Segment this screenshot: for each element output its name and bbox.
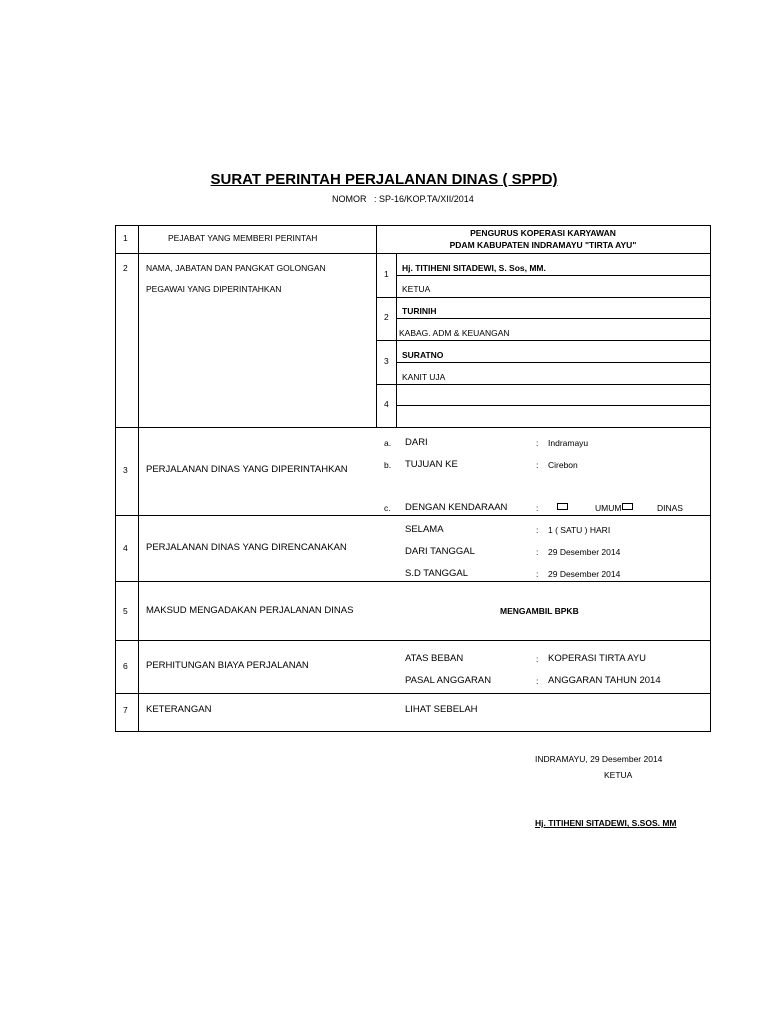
nomor-value: : SP-16/KOP.TA/XII/2014: [374, 194, 474, 204]
dari-tanggal-colon: :: [536, 547, 539, 557]
row-3b-value: Cirebon: [548, 460, 578, 470]
row-5-value: MENGAMBIL BPKB: [500, 606, 579, 616]
document-title: SURAT PERINTAH PERJALANAN DINAS ( SPPD): [210, 171, 558, 188]
row-3-number: 3: [123, 465, 128, 475]
row-separator: [115, 640, 711, 641]
row-1-number: 1: [123, 233, 128, 243]
row-4-number: 4: [123, 543, 128, 553]
row-2-number: 2: [123, 263, 128, 273]
row-5-label: MAKSUD MENGADAKAN PERJALANAN DINAS: [146, 605, 354, 616]
atas-beban-colon: :: [536, 654, 539, 664]
row-6-label: PERHITUNGAN BIAYA PERJALANAN: [146, 660, 309, 671]
umum-label: UMUM: [595, 503, 622, 513]
umum-checkbox[interactable]: [557, 503, 568, 510]
dari-tanggal-label: DARI TANGGAL: [405, 546, 475, 557]
row-4-label: PERJALANAN DINAS YANG DIRENCANAKAN: [146, 542, 347, 553]
row-3a-letter: a.: [384, 438, 392, 448]
row-separator: [115, 253, 711, 254]
person-line: [396, 362, 711, 363]
row-7-label: KETERANGAN: [146, 704, 212, 715]
person-line: [396, 275, 711, 276]
row-3-label: PERJALANAN DINAS YANG DIPERINTAHKAN: [146, 464, 348, 475]
person-4-number: 4: [384, 399, 389, 409]
row-3a-label: DARI: [405, 437, 428, 448]
row-3c-colon: :: [536, 503, 539, 513]
row-2-label-line2: PEGAWAI YANG DIPERINTAHKAN: [146, 284, 282, 294]
row-2-label-line1: NAMA, JABATAN DAN PANGKAT GOLONGAN: [146, 263, 326, 273]
person-2-name: TURINIH: [402, 306, 437, 316]
row-3c-letter: c.: [384, 503, 391, 513]
pasal-anggaran-label: PASAL ANGGARAN: [405, 675, 492, 686]
row-1-value-line1: PENGURUS KOPERASI KARYAWAN: [470, 228, 616, 238]
table-border-top: [115, 225, 711, 226]
person-3-position: KANIT UJA: [402, 372, 446, 382]
row-separator: [115, 427, 711, 428]
nomor-label: NOMOR: [332, 194, 367, 204]
person-line: [376, 297, 711, 298]
row-1-label: PEJABAT YANG MEMBERI PERINTAH: [168, 233, 318, 243]
person-3-number: 3: [384, 356, 389, 366]
dinas-label: DINAS: [657, 503, 683, 513]
row-separator: [115, 515, 711, 516]
person-line: [396, 405, 711, 406]
person-3-name: SURATNO: [402, 350, 444, 360]
table-border-left: [115, 225, 116, 732]
person-1-name: Hj. TITIHENI SITADEWI, S. Sos, MM.: [402, 263, 546, 273]
row-6-number: 6: [123, 661, 128, 671]
signature-name: Hj. TITIHENI SITADEWI, S.SOS. MM: [535, 818, 677, 828]
table-border-bottom: [115, 731, 711, 732]
row-3a-colon: :: [536, 438, 539, 448]
atas-beban-label: ATAS BEBAN: [405, 653, 464, 664]
selama-value: 1 ( SATU ) HARI: [548, 525, 611, 535]
person-line: [396, 318, 711, 319]
row-separator: [115, 581, 711, 582]
dinas-checkbox[interactable]: [622, 503, 633, 510]
row-3b-letter: b.: [384, 460, 392, 470]
label-column-divider: [376, 225, 377, 427]
sd-tanggal-colon: :: [536, 569, 539, 579]
row-7-number: 7: [123, 705, 128, 715]
dari-tanggal-value: 29 Desember 2014: [548, 547, 621, 557]
number-column-divider: [138, 225, 139, 732]
table-border-right: [710, 225, 711, 732]
person-2-position: KABAG. ADM & KEUANGAN: [399, 328, 510, 338]
person-line: [376, 340, 711, 341]
sd-tanggal-value: 29 Desember 2014: [548, 569, 621, 579]
row-3b-label: TUJUAN KE: [405, 459, 458, 470]
row-3c-label: DENGAN KENDARAAN: [405, 502, 508, 513]
row-3a-value: Indramayu: [548, 438, 589, 448]
row-1-value-line2: PDAM KABUPATEN INDRAMAYU "TIRTA AYU": [449, 240, 637, 250]
row-separator: [115, 693, 711, 694]
row-3b-colon: :: [536, 460, 539, 470]
row-5-number: 5: [123, 606, 128, 616]
person-line: [376, 384, 711, 385]
person-2-number: 2: [384, 312, 389, 322]
person-1-position: KETUA: [402, 284, 431, 294]
row-7-value: LIHAT SEBELAH: [405, 704, 478, 715]
signature-place-date: INDRAMAYU, 29 Desember 2014: [535, 754, 663, 764]
pasal-anggaran-colon: :: [536, 676, 539, 686]
person-1-number: 1: [384, 269, 389, 279]
atas-beban-value: KOPERASI TIRTA AYU: [548, 653, 647, 664]
signature-role: KETUA: [604, 770, 633, 780]
selama-colon: :: [536, 525, 539, 535]
pasal-anggaran-value: ANGGARAN TAHUN 2014: [548, 675, 661, 686]
document-number: [332, 194, 474, 204]
selama-label: SELAMA: [405, 524, 444, 535]
sd-tanggal-label: S.D TANGGAL: [405, 568, 468, 579]
